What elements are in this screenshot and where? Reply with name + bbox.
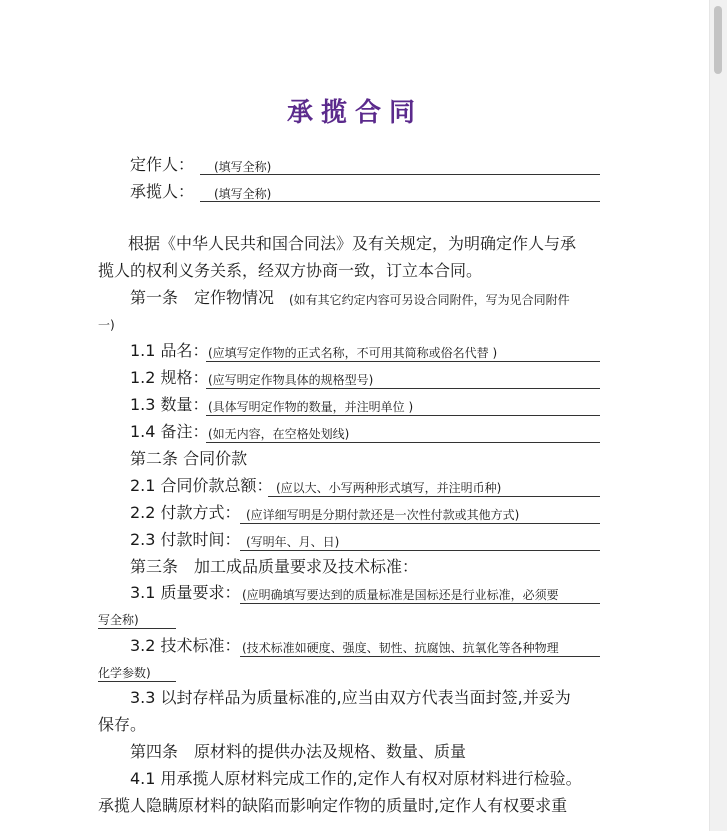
article-2-heading: 第二条 合同价款 [130, 449, 248, 468]
article-1-note-line-1: (如有其它约定内容可另设合同附件，写为见合同附件 [289, 293, 570, 307]
item-2-1-underline [268, 496, 600, 497]
article-3-heading: 第三条 加工成品质量要求及技术标准： [130, 557, 419, 576]
item-1-4-label: 1.4 备注： [130, 422, 209, 441]
item-2-1-label: 2.1 合同价款总额： [130, 476, 273, 495]
orderer-hint: (填写全称) [214, 160, 272, 174]
item-1-3-label: 1.3 数量： [130, 395, 209, 414]
orderer-underline [200, 174, 600, 175]
vertical-scrollbar[interactable] [709, 0, 727, 831]
item-1-1-underline [206, 361, 600, 362]
item-3-1-hint-line-2: 写全称) [98, 613, 139, 627]
item-3-2-label: 3.2 技术标准： [130, 636, 241, 655]
item-2-3-label: 2.3 付款时间： [130, 530, 241, 549]
item-1-3-underline [206, 415, 600, 416]
item-1-1-label: 1.1 品名： [130, 341, 209, 360]
item-3-3-line-2: 保存。 [98, 715, 147, 734]
item-2-2-label: 2.2 付款方式： [130, 503, 241, 522]
item-3-2-hint-line-1: (技术标准如硬度、强度、韧性、抗腐蚀、抗氧化等各种物理 [242, 641, 559, 655]
item-2-3-underline [240, 550, 600, 551]
item-4-1-line-1: 4.1 用承揽人原材料完成工作的,定作人有权对原材料进行检验。 [130, 769, 582, 788]
item-3-2-underline-1 [240, 656, 600, 657]
item-2-2-hint: (应详细写明是分期付款还是一次性付款或其他方式) [246, 508, 520, 522]
contractor-hint: (填写全称) [214, 187, 272, 201]
item-1-2-underline [206, 388, 600, 389]
item-1-2-hint: (应写明定作物具体的规格型号) [208, 373, 374, 387]
document-title: 承揽合同 [286, 98, 423, 128]
contractor-label: 承揽人： [130, 182, 195, 201]
article-1-note-line-2: 一) [98, 318, 115, 332]
intro-line-2: 揽人的权利义务关系，经双方协商一致，订立本合同。 [98, 261, 483, 280]
article-4-heading: 第四条 原材料的提供办法及规格、数量、质量 [130, 742, 467, 761]
item-3-2-hint-line-2: 化学参数) [98, 666, 151, 680]
intro-line-1: 根据《中华人民共和国合同法》及有关规定，为明确定作人与承 [128, 234, 577, 253]
item-1-2-label: 1.2 规格： [130, 368, 209, 387]
contractor-underline [200, 201, 600, 202]
item-4-1-line-2: 承揽人隐瞒原材料的缺陷而影响定作物的质量时,定作人有权要求重 [98, 796, 568, 815]
item-3-3-line-1: 3.3 以封存样品为质量标准的,应当由双方代表当面封签,并妥为 [130, 688, 571, 707]
article-1-heading: 第一条 定作物情况 [130, 288, 275, 307]
item-2-1-hint: (应以大、小写两种形式填写，并注明币种) [276, 481, 502, 495]
item-3-1-label: 3.1 质量要求： [130, 583, 241, 602]
item-1-1-hint: (应填写定作物的正式名称，不可用其简称或俗名代替 ) [208, 346, 498, 360]
item-3-2-underline-2 [98, 681, 176, 682]
item-3-1-underline-1 [240, 603, 600, 604]
item-3-1-underline-2 [98, 628, 176, 629]
orderer-label: 定作人： [130, 155, 195, 174]
item-1-4-underline [206, 442, 600, 443]
item-1-4-hint: (如无内容，在空格处划线) [208, 427, 350, 441]
item-2-3-hint: (写明年、月、日) [246, 535, 340, 549]
item-3-1-hint-line-1: (应明确填写要达到的质量标准是国标还是行业标准，必须要 [242, 588, 559, 602]
item-2-2-underline [240, 523, 600, 524]
item-1-3-hint: (具体写明定作物的数量，并注明单位 ) [208, 400, 414, 414]
scrollbar-thumb[interactable] [714, 6, 722, 74]
